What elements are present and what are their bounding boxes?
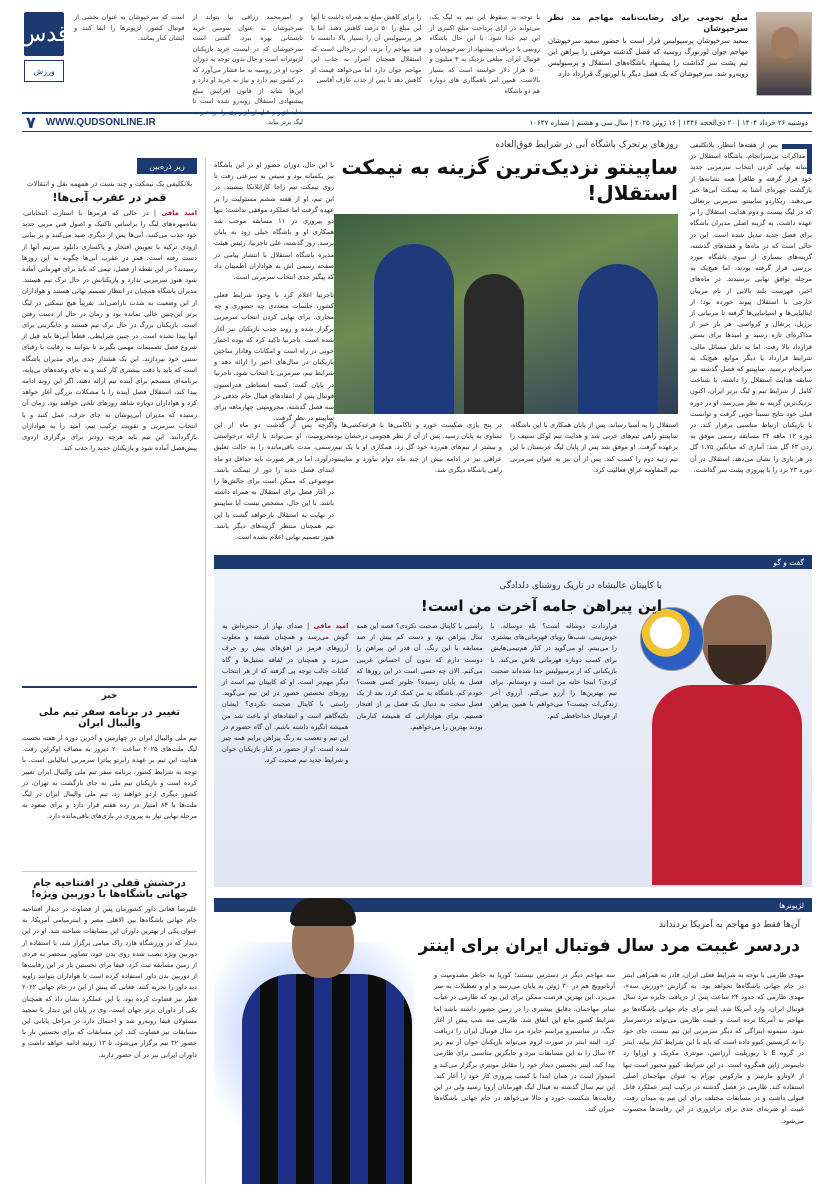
player-beard	[708, 645, 766, 685]
interview-col-2: راستی با کاپتال صحبت نکردی؟ قصه این همه سال پیراهن بود و دست کم بیش از صد مسابقه با این رنگ. آن قدر این پیراهن را دوست دارم که بدون آن احساس غریبی می‌کنم. الان چه حسی است در این روزها که فصل به پایان رسیده؟ جلوتر کسی هست؟ خودم کم، باشگاه به من کمک کرد. بعد از یک فصل سخت به دنبال یک فصل پر از افتخار هستیم. برای هوادارانی که همیشه کنارمان بودند بهترین را می‌خواهیم.	[356, 622, 483, 731]
lead-story	[334, 140, 678, 540]
lead-col-b: تاجرنیا اعلام کرد با وجود شرایط فعلی کشور، جلسات متعددی چه حضوری و چه مجازی، برای نهایی کردن انتخاب سرمربی برگزار شده و روند جذب بازیکنان نیز آغاز شده است. تاجرنیا تاکید کرد که بوده اختیار خوبی در راه است و امکانات وفادار ساختن بازیکنان در سال‌های اخیر را ارائه دهد و شرایط تیم، سرمربی با انتخاب شود. تاجرنیا در پایان گفت: کمیته انضباطی فدراسیون فوتبال پس از انتقادهای فینال جام حذفی در سه فصل گذشته، محرومیتی چهارماهه برای ساپینتو در نظر گرفت.	[214, 291, 334, 423]
lead-headline: ساپینتو نزدیک‌ترین گزینه به نیمکت استقلال!	[341, 155, 678, 205]
lead-col-a: با این حال، دوران حضور او در این باشگاه نیز یکسانه بود و سپس به سرعتی رفت تا روی نیمکت تیم راجا کازابلانکا بنشیند. در این تیم، او از هفته ششم مسئولیت را بر عهده گرفت اما عملکرد موفقی نداشت؛ تنها دو پیروزی در ۱۱ مسابقه موجب شد همکاری او و باشگاه خیلی زود به پایان برسد. روز گذشته، علی تاجرنیا، رئیس هیئت مدیره باشگاه استقلال با انتشار پیامی در صفحه رسمی اش به هواداران اطمینان داد که پیگیر جدی انتخاب سرمربی است.	[214, 161, 334, 282]
side1-title: قمر در عقرب آبی‌ها!	[52, 191, 167, 204]
lead-col-c: اگرچه پس از گذشت دو ماه از این محرومیت، او می‌تواند با ارائه درخواستی رسمی، مدت باقی‌مانده را به حالت تعلیق درآورد. اما در هر صورت باید حداقل دو ماه ابتدای فصل جدید را دور از نیمکت باشد. موضوعی که ممکن است برای چالش‌ها را در آغاز فصل برای استقلال به همراه داشته باشد. با این حال، مشخص نیست آیا ساپینتو در نهایت به استقلال بازخواهد گشت یا این تیم همچنان منتظر گزینه‌های دیگر باشد. هنوز تصمیم نهایی اعلام نشده است.	[214, 421, 334, 542]
lead-photo	[334, 214, 678, 414]
side3-title: درخشش قفلی در افتتاحیه جام جهانی باشگاه‌ها با دوربین ویژه!	[22, 871, 197, 900]
lead-col-d: استقلال را به آسیا رساند. پس از پایان همکاری با این باشگاه، ساپینتو راهی تیم‌های عربی شد و هدایت تیم لوکل ستیف را برعهده گرفت. او موفق شد پس از پایان لیگ عربستان با این تیم رتبه دوم را کسب کند. پس از آن نیز به عنوان سرمربی تیم المقاومه عراق فعالیت کرد.	[510, 421, 678, 474]
player-hair	[290, 898, 356, 926]
interview-kicker: با کاپیتان عالیشاه در تاریک روشنای دلدادگی	[499, 581, 662, 591]
issue-date: دوشنبه ۲۶ خرداد ۱۴۰۴ | ۲۰ ذی‌الحجه ۱۴۴۶ | ۱۶ ژوئن ۲۰۲۵ | سال سی و هشتم | شماره ۱۰۶۳۷	[529, 118, 808, 127]
corner-mark	[782, 144, 812, 174]
page-number: ۷	[26, 113, 36, 132]
legion-col-1: مهدی طارمی با توجه به شرایط فعلی ایران، قادر به همراهی اینتر در جام جهانی باشگاه‌ها نخواهد بود. به گزارش «ورزش سه»، مهدی طارمی که حدود ۲۴ ساعت پس از دریافت جایزه مرد سال فوتبال ایران، وارد آمریکا شد. اینتر برای جام جهانی باشگاه‌ها دو مهاجم به آمریکا برده است و غیبت طارمی می‌تواند دردسرساز شود. سیمونه اینزاگی که دیگر سرمربی این تیم نیست، جای خود را به کریستین کیوو داده است که باید با این شرایط کنار بیاید. اینتر در گروه E با ریورپلیت آرژانتین، مونتری مکزیک و اوراوا رد دایموندز ژاپن همگروه است. در این شرایط، کیوو مجبور است تنها از لاوتارو مارتینز و مارکوس تورام به عنوان مهاجمان اصلی استفاده کند. طارمی در فصل گذشته در ترکیب اینتر عملکرد قابل قبولی داشت و در مسابقات مختلف برای این تیم به میدان رفت. غیبت او ضربه‌ای جدی برای نراتزوری در این رقابت‌ها محسوب می‌شود.	[623, 971, 804, 1125]
interview-col-1: امید مافی | صدای بهار از حنجره‌اش به گوش می‌رسد و همچنان شیفته و مغلوب آرزوهای قرمز در افق‌های پیش رو حرف می‌زند و همچنان در لفافه تمثیل‌ها و گاه کنایات جالب توجه پی گرفته که از هر انتخاب دیگر مهم‌تر است. او که کاپیتان تیم است از روزهای نخستین حضور در این تیم می‌گوید. راستی با کاپتال صحبت نکردی؟ ایشان تکیه‌گاهم است و انتقادهای او باعث شد من همیشه انگیزه داشته باشم. آن گاه حضورم در این تیم و تعصب به رنگ پیراهن برایم همه چیز شده است. او از حضور در کنار بازیکنان جوان و شرایط جدید تیم صحبت کرد.	[222, 622, 349, 765]
mast-col-4: است که سرخپوشان به عنوان بخشی از فوتبال کشور، لژیونرها را ابقا کنند و ایشان کنار بمانند.	[74, 13, 185, 42]
left-sidebar	[22, 158, 206, 1183]
lead-kicker: روزهای پرتحرک باشگاه آبی در شرایط فوق‌العاده	[495, 140, 678, 150]
side2-tag: خبر	[22, 686, 197, 704]
side1-body: امید مافی | در حالی که قرمزها با استارت انتخاباتی، شاه‌مهره‌های لیگ را براساس تاکتیک و اصول فنی مربی جدید خود جذب می‌کنند، آبی‌ها پس از دیگری صید می‌کنند و بر بیانی ارودی ترکیه با تعویض افتخار و پاکسازی دانلود سرتیم آنها از دست رفته است. قمر در عقرب آبی‌ها چگونه به این روزها رسیدند؟ در این نقطه از فصل، تیمی که باید برای قهرمانی آماده شود هنوز سرمربی ندارد و بازیکنانش در حال ترک تیم هستند. مدیران باشگاه همچنان در انتظار تصمیم نهایی هستند و هواداران از این وضعیت به شدت ناراضی‌اند. تقریباً هیچ نیمکتی در لیگ برتر این‌چنین خالی نمانده بود و زمان در حال از دست رفتن است. بازیکنان بزرگ در حال ترک تیم هستند و جایگزینی برای آنها پیدا نشده است. در چنین شرایطی، قطعاً آبی‌ها باید قبل از شروع فصل تصمیمات مهمی بگیرند تا بتوانند به رقابت با رقبای سنتی خود بپردازند. این یک هشدار جدی برای مدیران باشگاه است که باید با دقت بیشتری کار کنند و به جای وعده‌های بی‌پایه، برنامه‌ای منسجم برای آینده تیم ارائه دهند. اگر این روند ادامه پیدا کند، استقلال فصل آینده را با مشکلات بزرگی آغاز خواهد کرد و هواداران دوباره شاهد روزهای تلخی خواهند بود. زمان آن رسیده که مدیران آبی‌پوشان به جای حرف، عمل کنند و با انتخاب سرمربی و تقویت ترکیب تیم، امید را به هواداران بازگردانند. این تیم باید هرچه زودتر برای برگزاری اردوی پیش‌فصل آماده شود و بازیکنان جدید را جذب کند.	[22, 209, 197, 453]
lead-bottom-columns	[334, 420, 678, 504]
legion-player-photo	[214, 882, 444, 1182]
mast-photo	[756, 12, 812, 96]
site-url[interactable]: WWW.QUDSONLINE.IR	[45, 117, 156, 128]
side2-body: تیم ملی والیبال ایران در چهارمین و آخرین دوره از هفته نخست لیگ ملت‌های ۲۰۲۵ ساعت ۲۰ دیروز به مصاف اوکراین رفت. هدایت این تیم بر عهده رابرتو پیاتزا سرمربی ایتالیایی است. با توجه به شرایط کشور، برنامه سفر تیم ملی والیبال ایران تغییر کرده است و بازیکنان تیم ملی به جای بازگشت به تهران، در کشور دیگری اردو خواهند زد. تیم ملی والیبال ایران در لیگ ملت‌ها با ۸۴ امتیاز در رده هفتم قرار دارد و برای صعود به مرحله نهایی نیاز به پیروزی در بازی‌های باقی‌مانده دارد.	[22, 734, 197, 821]
photo-figure-right	[578, 264, 658, 414]
legion-section	[214, 912, 812, 1184]
lead-col-e: در پنج بازی شکست خورد و ناکامی‌ها با قرعه‌کشی‌ها و تساوی به پایان رسید. پس از آن از نظر هجومی درخشان بود و بیشتر از تیم‌های هم‌رده خود گل زد. همکاری او با یک تیم عراقی نیز در ادامه بیش از چند ماه دوام نیاورد و ساپینتو راهی باشگاه دیگری شد.	[334, 421, 502, 474]
side1-byline: امید مافی	[161, 209, 197, 217]
interview-band	[214, 555, 812, 569]
side1-kicker: بلاتکلیفی یک نیمکت و چند بست در همهمه نقل و انتقالات	[26, 180, 193, 188]
legion-kicker: آن‌ها فقط دو مهاجم به آمریکا بردند‌اند	[658, 920, 800, 930]
mast-col-3: و امیرمحمد رزاقی نیا بتواند از سرخپوشان به عنوان سومین خرید تابستانی بهره ببرد. گفتنی است سرخپوشان که در لیست خرید بازیکنان لژیونرانه است و حال بدون توجه به دوران خوب او در روسیه به ما فشار می‌آورد که در کشور تیم دارد و نیاز به خرید او دارد و این‌ها شاید از قانون افزایش مبلغ پیشنهادی استقلال روبه‌رو شده است تا شاید لژیونر قبل از لژیونری را بزنند و به لیگ برتر بیاید.	[192, 13, 303, 126]
side3-body: علیرضا فغانی داور کشورمان پس از قضاوت در دیدار افتتاحیه جام جهانی باشگاه‌ها بین الاهلی مصر و اینترمیامی آمریکا، به عنوان یکی از بهترین داوران این مسابقات شناخته شد. او در این دیدار که در ورزشگاه هارد راک میامی برگزار شد، با استفاده از دوربین ویژه نصب شده روی بدن خود، تصاویر منحصر به فردی از زمین مسابقه ثبت کرد. فیفا برای نخستین بار در این رقابت‌ها از دوربین بدن داور استفاده کرده است تا هواداران بتوانند زاویه دید داور را تجربه کنند. فغانی که پیش از این در جام جهانی ۲۰۲۲ قطر نیز قضاوت کرده بود، با این عملکرد نشان داد که همچنان یکی از داوران برتر جهان است. وی در پایان این دیدار با تمجید مسئولان فیفا روبه‌رو شد و احتمال دارد در مراحل پایانی این مسابقات نیز قضاوت کند. این مسابقات که برای نخستین بار با حضور ۳۲ تیم برگزار می‌شود، تا ۱۳ ژوئیه ادامه خواهد داشت و داوران ایرانی نیز در آن حضور دارند.	[22, 905, 198, 1059]
player-shirt-striped	[242, 974, 412, 1184]
mast-lead	[548, 12, 748, 104]
photo-figure-left	[374, 244, 454, 414]
lead-right-text: پس از هفته‌ها انتظار، بلاتکلیفی و مذاکرات بی‌سرانجام، باشگاه استقلال در آستانه نهایی کردن انتخاب سرمربی جدید خود قرار گرفته و ظاهراً همه نشانه‌ها از بازگشت چهره‌ای آشنا به نیمکت آبی‌ها خبر می‌دهند. ریکاردو ساپینتو، سرمربی پرتغالی که در لیگ بیست و دوم هدایت استقلال را بر عهده داشت، به گزینه اصلی مدیران باشگاه برای فصل جدید تبدیل شده است. این در حالی است که در ماه‌ها و هفته‌های گذشته، گزینه‌های بسیاری از سوی باشگاه مورد بررسی قرار گرفته بودند، اما هیچ‌یک به مرحله توافق نهایی نرسیدند. در ماه‌های اخیر، فهرست بلند بالایی از نام مربیان خارجی با استقلال پیوند خورده بود؛ از ایتالیایی‌ها و اسپانیایی‌ها گرفته تا مربیانی از برزیل، پرتغال و کرواسی. هر بار خبر از مذاکره‌ای تازه رسید و امیدها برای بستن قرارداد بالا رفت، اما به دلیل مسائل مالی، شرایط قرارداد یا دیگر موانع، هیچ‌یک به سرانجام نرسید. ساپینتو که فصل گذشته نیز سابقه هدایت استقلال را داشته، با شناخت کامل از شرایط تیم و لیگ برتر ایران، اکنون نزدیک‌ترین گزینه به نظر می‌رسد. او در دوره قبلی خود نتایج نسبتاً خوبی گرفت و توانست با بازیکنان ارتباط مناسبی برقرار کند. در دوره ۱۲ ماهه ۳۴ مسابقه رسمی موفق به زدن ۶۳ گل شد؛ آماری که میانگین ۱.۷۵ گل در هر بازی را نشان می‌دهد. استقلال در آن دوره ۲۳ برد را با پیروزی پشت سر گذاشت.	[690, 141, 813, 474]
interview-section	[214, 569, 812, 887]
newspaper-logo	[19, 12, 69, 102]
photo-figure-coach	[464, 274, 524, 414]
date-bar	[22, 112, 812, 132]
mast-col-2: را برای کاهش مبلغ به همراه داشت تا آنها این مبلغ را ۵۰ درصد کاهش دهند. اما با هر پرسپولیس آن را بسیار بالا دانسته تا قید مهاجم را بزند. این درحالی است که استقلال همچنان اصرار به جذب این مهاجم جوان دارد اما می‌خواهد قیمت او کاهش دهد تا پس از جذب عارف آقاسی	[311, 13, 422, 84]
mast-col-1: با توجه به سقوط این تیم به لیگ یک، می‌تواند در ازای پرداخت مبلغ اکتبری از این تیم جدا شود. با این حال باشگاه روسی با دریافت پیشنهاد از سرخپوشان و فوتبال ایران، مبلغی نزدیک به ۳ میلیون و ۵۰۰ هزار دلار خواسته است که بسیار بالاست. همین امر ناهمگاری های دوباره هم دو باشگاه	[429, 13, 540, 95]
mast-lead-body: سعید سرخپوشان پرسپولیس قرار است با حضور سعید سرخپوشان مهاجم جوان لورنورگ روسیه که فصل گذشته موفقی را پیراهن این تیم پشت سر گذاشت را پیشنهاد باشگاه‌های استقلال و پرسپولیس روبه‌رو شد. سرخپوشان که یک فصل دیگر با لورنورگ قرارداد دارد	[548, 37, 748, 78]
legion-band-label: لژیونرها	[779, 900, 804, 910]
side1-text: در حالی که قرمزها با استارت انتخاباتی، شاه‌مهره‌های لیگ را براساس تاکتیک و اصول فنی مربی جدید خود جذب می‌کنند، آبی‌ها پس از دیگری صید می‌کنند و بر بیانی ارودی ترکیه با تعویض افتخار و پاکسازی دانلود سرتیم آنها از دست رفته است. قمر در عقرب آبی‌ها چگونه به این روزها رسیدند؟ در این نقطه از فصل، تیمی که باید برای قهرمانی آماده شود هنوز سرمربی ندارد و بازیکنانش در حال ترک تیم هستند. مدیران باشگاه همچنان در انتظار تصمیم نهایی هستند و هواداران از این وضعیت به شدت ناراضی‌اند. تقریباً هیچ نیمکتی در لیگ برتر این‌چنین خالی نمانده بود و زمان در حال از دست رفتن است. بازیکنان بزرگ در حال ترک تیم هستند و جایگزینی برای آنها پیدا نشده است. در چنین شرایطی، قطعاً آبی‌ها باید قبل از شروع فصل تصمیمات مهمی بگیرند تا بتوانند به رقابت با رقبای سنتی خود بپردازند. این یک هشدار جدی برای مدیران باشگاه است که باید با دقت بیشتری کار کنند و به جای وعده‌های بی‌پایه، برنامه‌ای منسجم برای آینده تیم ارائه دهند. اگر این روند ادامه پیدا کند، استقلال فصل آینده را با مشکلات بزرگی آغاز خواهد کرد و هواداران دوباره شاهد روزهای تلخی خواهند بود. زمان آن رسیده که مدیران آبی‌پوشان به جای حرف، عمل کنند و با انتخاب سرمربی و تقویت ترکیب تیم، امید را به هواداران بازگردانند. این تیم باید هرچه زودتر برای برگزاری اردوی پیش‌فصل آماده شود و بازیکنان جدید را جذب کند.	[22, 209, 197, 453]
mast-lead-title: مبلغ نجومی برای رضایت‌نامه مهاجم مد نظر سرخپوشان	[548, 13, 748, 33]
interview-col-3: قراردادت دوساله است؟ بله دوساله. با خوش‌بینی، شب‌ها رویای قهرمانی‌های بیشتری را می‌بینم. او می‌گوید در کنار هم‌تیمی‌هایش برای کسب دوباره قهرمانی تلاش می‌کند. با بازیکنانی که از پرسپولیس جدا شده‌اند صحبت کردی؟ اینجا خانه من است و دوستانم. برای تیم بهترین‌ها را آرزو می‌کنم. آرزوی آخر زندگی‌ات چیست؟ می‌خواهم با همین پیراهن از فوتبال خداحافظی کنم.	[490, 622, 617, 720]
interview-band-label: گفت و گو	[773, 557, 804, 567]
legion-title: دردسر غیبت مرد سال فوتبال ایران برای اینتر	[418, 936, 800, 956]
side2-title: تغییر در برنامه سفر تیم ملی والیبال ایران	[38, 707, 181, 729]
legion-col-2: سه مهاجم دیگر در دسترس نیستند؛ کوریا به خاطر مصدومیت و آرناتوویچ هم در ۳۰ ژوئن به پایان می‌رسد و او و تعطیلات به سر می‌برد. این بهترین فرصت ممکن برای این بود که طارمی در غیاب سایر مهاجمان، دقایق بیشتری را در زمین حضور داشته باشد اما شرایط کشور مانع این اتفاق شد. طارمی سه شب پیش از آغاز جنگ، در سانسیرو مراسم جایزه مرد سال فوتبال ایران را دریافت کرد. البته اینتر در صورت لزوم می‌تواند بازیکنان جوان از تیم زیر ۲۳ سال را به این مسابقات ببرد و جایگزین مناسبی برای طارمی پیدا کند. اینتر نخستین دیدار خود را مقابل مونتری برگزار می‌کند و امیدوار است در همان ابتدا با کسب پیروزی کار خود را آغاز کند. این تیم سال گذشته به فینال لیگ قهرمانان اروپا رسید ولی در این رقابت‌ها شکست خورد و حالا می‌خواهد در جام جهانی باشگاه‌ها جبران کند.	[434, 971, 615, 1114]
legion-columns	[434, 970, 804, 1180]
site-group	[26, 113, 156, 132]
football-icon	[640, 607, 704, 671]
interview-col-1-text: صدای بهار از حنجره‌اش به گوش می‌رسد و همچنان شیفته و مغلوب آرزوهای قرمز در افق‌های پیش رو حرف می‌زند و همچنان در لفافه تمثیل‌ها و گاه کنایات جالب توجه پی گرفته که از هر انتخاب دیگر مهم‌تر است. او که کاپیتان تیم است از روزهای نخستین حضور در این تیم می‌گوید. راستی با کاپتال صحبت نکردی؟ ایشان تکیه‌گاهم است و انتقادهای او باعث شد من همیشه انگیزه داشته باشم. آن گاه حضورم در این تیم و تعصب به رنگ پیراهن برایم همه چیز شده است. او از حضور در کنار بازیکنان جوان و شرایط جدید تیم صحبت کرد.	[222, 622, 349, 765]
section-name: ورزش	[24, 60, 64, 82]
lead-left-columns	[214, 160, 334, 540]
logo-mark: قدس	[24, 12, 64, 56]
sidebar-tag: زیر ذره‌بین	[137, 158, 197, 174]
interview-title: این پیراهن جامه آخرت من است!	[420, 597, 662, 615]
lead-right-column	[690, 140, 812, 545]
interview-columns	[222, 621, 617, 881]
player-shirt	[652, 685, 802, 885]
interview-byline: امید مافی	[313, 622, 349, 630]
